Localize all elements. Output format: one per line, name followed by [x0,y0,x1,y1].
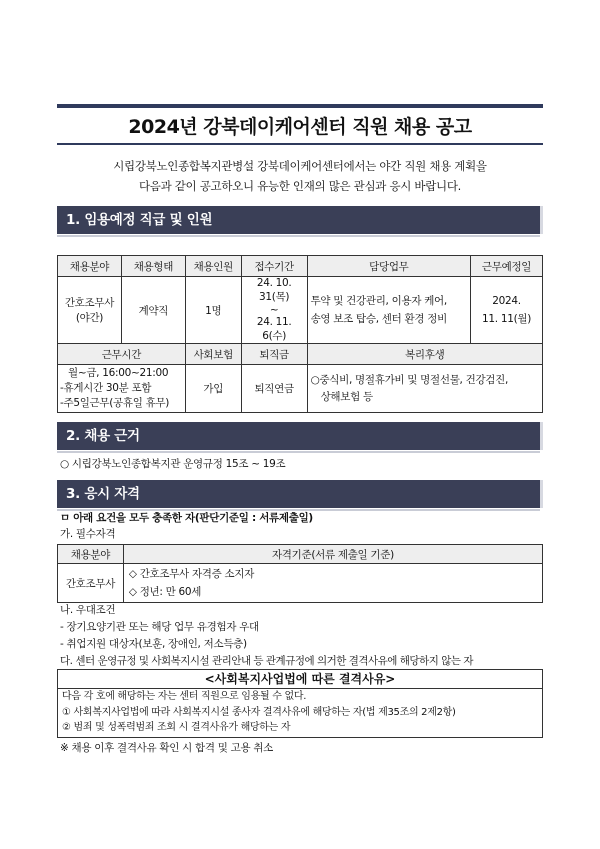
header-period: 접수기간 [241,256,307,277]
preferred-label: 나. 우대조건 [60,604,116,616]
qual-header-criteria: 자격기준(서류 제출일 기준) [123,545,542,564]
qual-field: 간호조무사 [58,564,124,603]
disqualification-label: 다. 센터 운영규정 및 사회복지시설 관리안내 등 관계규정에 의거한 결격사유에 해당하지 않는 자 [60,655,473,667]
cell-count: 1명 [185,277,241,344]
header-welfare: 복리후생 [307,344,542,365]
section-2-heading: 2. 채용 근거 [57,422,543,450]
condition-text: ㅁ 아래 요건을 모두 충족한 자(판단기준일 : 서류제출일) [60,512,313,524]
preferred-item-2: - 취업지원 대상자(보훈, 장애인, 저소득층) [60,638,247,650]
header-start: 근무예정일 [471,256,543,277]
position-table [57,255,543,413]
cell-insurance: 가입 [185,365,241,413]
cell-field: 간호조무사 (야간) [58,277,122,344]
required-label: 가. 필수자격 [60,528,116,540]
qualification-table [57,544,543,603]
disqualification-box-title: <사회복지사업법에 따른 결격사유> [58,670,542,689]
section-1-heading: 1. 임용예정 직급 및 인원 [57,206,543,234]
preferred-item-1: - 장기요양기관 또는 해당 업무 유경험자 우대 [60,621,259,633]
page-title: 2024년 강북데이케어센터 직원 채용 공고 [128,116,472,138]
header-type: 채용형태 [121,256,185,277]
header-field: 채용분야 [58,256,122,277]
intro-text: 시립강북노인종합복지관병설 강북데이케어센터에서는 야간 직원 채용 계획을 다음과 같이 공고하오니 유능한 인재의 많은 관심과 응시 바랍니다. [113,159,487,193]
header-count: 채용인원 [185,256,241,277]
qual-header-field: 채용분야 [58,545,124,564]
cell-welfare: ○중식비, 명절휴가비 및 명절선물, 건강검진, 상해보험 등 [307,365,542,413]
section-3-heading: 3. 응시 자격 [57,480,543,508]
cell-duty: 투약 및 건강관리, 이용자 케어, 송영 보조 탑승, 센터 환경 정비 [307,277,471,344]
disqualification-box: <사회복지사업법에 따른 결격사유> 다음 각 호에 해당하는 자는 센터 직원으로 임용될 수 없다. ① 사회복지사업법에 따라 사회복지시설 종사자 결격사유에 해당하는 자(법 제35조의 2제2항) ② 범죄 및 성폭력범죄 조회 시 결격사유가 해당하는 자 [57,669,543,738]
cancellation-note: ※ 채용 이후 결격사유 확인 시 합격 및 고용 취소 [60,742,274,754]
header-duty: 담당업무 [307,256,471,277]
header-severance: 퇴직금 [241,344,307,365]
cell-severance: 퇴직연금 [241,365,307,413]
header-insurance: 사회보험 [185,344,241,365]
cell-period: 24. 10. 31(목) ~ 24. 11. 6(수) [241,277,307,344]
cell-start: 2024. 11. 11(월) [471,277,543,344]
title-rule-bottom [57,143,543,145]
cell-type: 계약직 [121,277,185,344]
cell-hours: 월~금, 16:00~21:00 -휴게시간 30분 포함 -주5일근무(공휴일 휴무) [58,365,186,413]
header-hours: 근무시간 [58,344,186,365]
title-rule-top [57,104,543,108]
qual-criteria: ◇ 간호조무사 자격증 소지자 ◇ 정년: 만 60세 [123,564,542,603]
legal-basis-text: ○ 시립강북노인종합복지관 운영규정 15조 ~ 19조 [60,458,286,470]
